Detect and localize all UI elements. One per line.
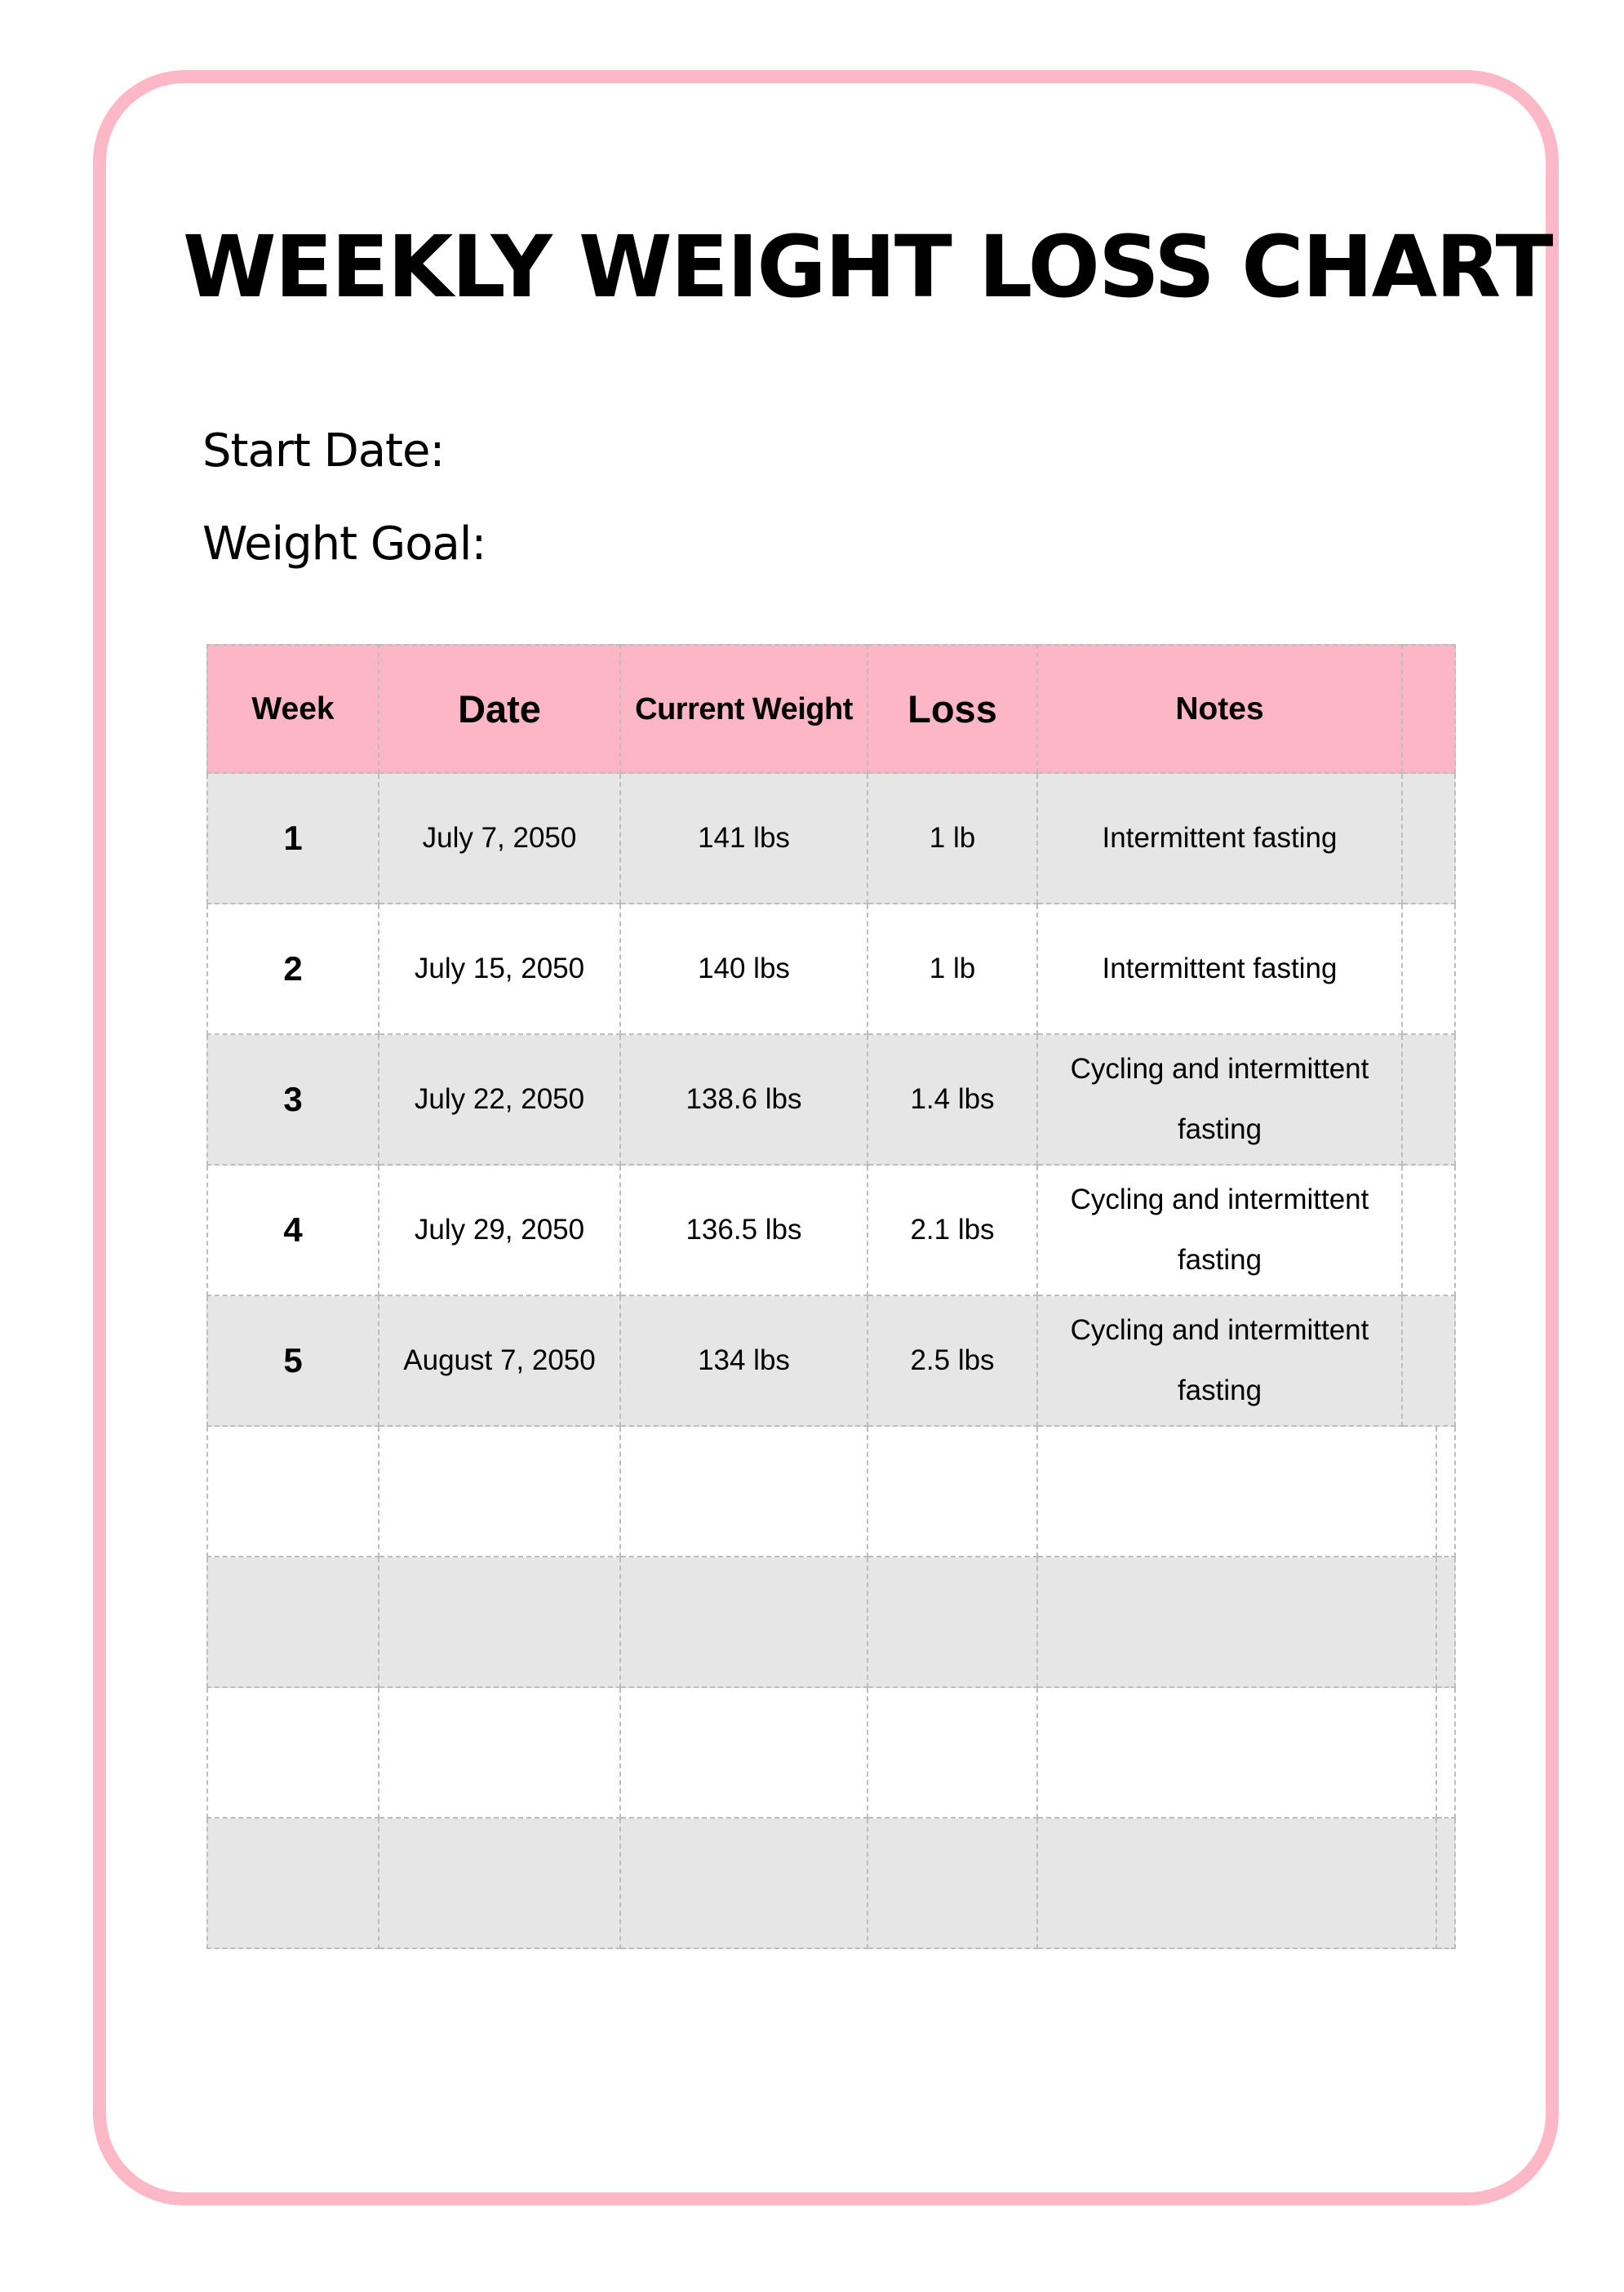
table-row: [206, 904, 1456, 1035]
cell-extra: [1403, 774, 1456, 904]
cell-date: July 22, 2050: [379, 1035, 621, 1166]
cell-date: July 29, 2050: [379, 1166, 621, 1296]
cell-loss-empty[interactable]: [868, 1819, 1038, 1949]
cell-current-weight: 138.6 lbs: [621, 1035, 868, 1166]
column-header-current-weight: Current Weight: [621, 644, 868, 774]
cell-date-empty[interactable]: [379, 1427, 621, 1557]
cell-notes-empty[interactable]: [1038, 1557, 1437, 1688]
weight-loss-table: [206, 644, 1456, 1949]
cell-week: 2: [206, 904, 379, 1035]
cell-extra: [1403, 1296, 1456, 1427]
cell-notes: Cycling and intermittent fasting: [1038, 1166, 1403, 1296]
table-row: [206, 774, 1456, 904]
cell-extra: [1403, 904, 1456, 1035]
cell-loss: 1 lb: [868, 774, 1038, 904]
cell-date-empty[interactable]: [379, 1557, 621, 1688]
cell-week-empty[interactable]: [206, 1688, 379, 1819]
table-header-row: [206, 644, 1456, 774]
cell-extra-empty: [1437, 1688, 1456, 1819]
cell-week-empty[interactable]: [206, 1819, 379, 1949]
cell-loss: 2.5 lbs: [868, 1296, 1038, 1427]
cell-date: July 7, 2050: [379, 774, 621, 904]
cell-notes-empty[interactable]: [1038, 1819, 1437, 1949]
cell-current-weight: 140 lbs: [621, 904, 868, 1035]
cell-notes-empty[interactable]: [1038, 1427, 1437, 1557]
cell-week: 4: [206, 1166, 379, 1296]
column-header-extra: [1403, 644, 1456, 774]
cell-loss-empty[interactable]: [868, 1557, 1038, 1688]
blank-table-row: [206, 1557, 1456, 1688]
cell-date-empty[interactable]: [379, 1819, 621, 1949]
cell-current-weight-empty[interactable]: [621, 1557, 868, 1688]
cell-date: July 15, 2050: [379, 904, 621, 1035]
cell-week: 5: [206, 1296, 379, 1427]
cell-current-weight: 134 lbs: [621, 1296, 868, 1427]
cell-extra: [1403, 1035, 1456, 1166]
table-row: [206, 1166, 1456, 1296]
column-header-date: Date: [379, 644, 621, 774]
cell-current-weight-empty[interactable]: [621, 1427, 868, 1557]
cell-date-empty[interactable]: [379, 1688, 621, 1819]
cell-week: 3: [206, 1035, 379, 1166]
start-date-label: Start Date:: [202, 424, 445, 478]
cell-extra: [1403, 1166, 1456, 1296]
blank-table-row: [206, 1427, 1456, 1557]
cell-loss-empty[interactable]: [868, 1427, 1038, 1557]
column-header-loss: Loss: [868, 644, 1038, 774]
cell-notes: Cycling and intermittent fasting: [1038, 1035, 1403, 1166]
weight-goal-label: Weight Goal:: [202, 517, 486, 571]
cell-current-weight: 141 lbs: [621, 774, 868, 904]
cell-extra-empty: [1437, 1427, 1456, 1557]
blank-table-row: [206, 1819, 1456, 1949]
cell-loss: 2.1 lbs: [868, 1166, 1038, 1296]
cell-loss: 1 lb: [868, 904, 1038, 1035]
cell-notes: Intermittent fasting: [1038, 904, 1403, 1035]
cell-week: 1: [206, 774, 379, 904]
column-header-notes: Notes: [1038, 644, 1403, 774]
cell-loss-empty[interactable]: [868, 1688, 1038, 1819]
column-header-week: Week: [206, 644, 379, 774]
cell-loss: 1.4 lbs: [868, 1035, 1038, 1166]
cell-date: August 7, 2050: [379, 1296, 621, 1427]
cell-current-weight-empty[interactable]: [621, 1688, 868, 1819]
table-row: [206, 1296, 1456, 1427]
page-title: WEEKLY WEIGHT LOSS CHART: [183, 217, 1552, 317]
cell-week-empty[interactable]: [206, 1557, 379, 1688]
cell-current-weight-empty[interactable]: [621, 1819, 868, 1949]
cell-week-empty[interactable]: [206, 1427, 379, 1557]
cell-notes-empty[interactable]: [1038, 1688, 1437, 1819]
cell-current-weight: 136.5 lbs: [621, 1166, 868, 1296]
cell-extra-empty: [1437, 1557, 1456, 1688]
table-row: [206, 1035, 1456, 1166]
cell-notes: Cycling and intermittent fasting: [1038, 1296, 1403, 1427]
blank-table-row: [206, 1688, 1456, 1819]
cell-extra-empty: [1437, 1819, 1456, 1949]
cell-notes: Intermittent fasting: [1038, 774, 1403, 904]
